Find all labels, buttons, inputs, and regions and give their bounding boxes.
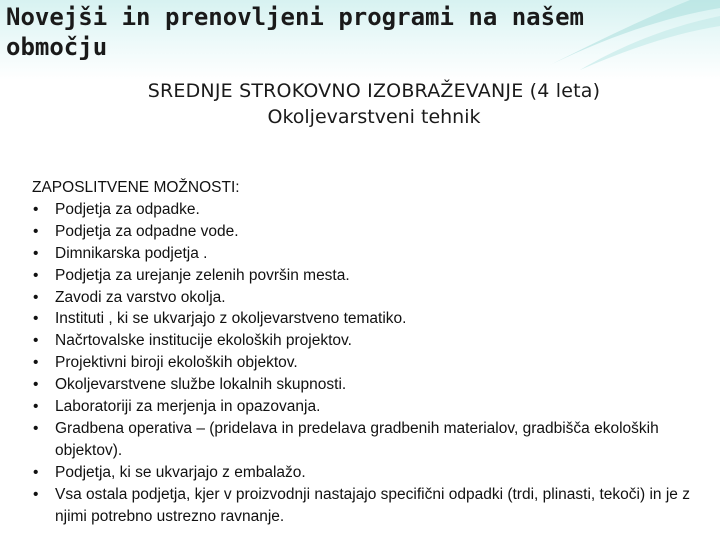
- program-level: SREDNJE STROKOVNO IZOBRAŽEVANJE (4 leta): [147, 80, 601, 102]
- list-item: • Dimnikarska podjetja .: [32, 243, 692, 265]
- slide-subtitle: [0, 78, 720, 130]
- list-item: • Podjetja za odpadke.: [32, 199, 692, 221]
- list-item: • Zavodi za varstvo okolja.: [32, 287, 692, 309]
- section-heading: ZAPOSLITVENE MOŽNOSTI:: [32, 179, 240, 196]
- list-item: • Podjetja za odpadne vode.: [32, 221, 692, 243]
- options-list: [32, 199, 692, 528]
- list-item: • Gradbena operativa – (pridelava in predelava gradbenih materialov, gradbišča ekoloških objektov).: [32, 418, 692, 462]
- list-item: • Načrtovalske institucije ekoloških projektov.: [32, 330, 692, 352]
- program-name: Okoljevarstveni tehnik: [267, 106, 481, 128]
- slide-title: Novejši in prenovljeni programi na našem območju: [6, 3, 584, 61]
- list-item: • Okoljevarstvene službe lokalnih skupnosti.: [32, 374, 692, 396]
- list-item: • Laboratoriji za merjenja in opazovanja.: [32, 396, 692, 418]
- list-item: • Podjetja za urejanje zelenih površin mesta.: [32, 265, 692, 287]
- list-item: • Podjetja, ki se ukvarjajo z embalažo.: [32, 462, 692, 484]
- list-item: • Instituti , ki se ukvarjajo z okoljevarstveno tematiko.: [32, 308, 692, 330]
- list-item: • Vsa ostala podjetja, kjer v proizvodnji nastajajo specifični odpadki (trdi, plinasti, tekoči) in je z njimi potrebno ustrezno ravnanje.: [32, 484, 692, 528]
- employment-options: [32, 177, 692, 528]
- list-item: • Projektivni biroji ekoloških objektov.: [32, 352, 692, 374]
